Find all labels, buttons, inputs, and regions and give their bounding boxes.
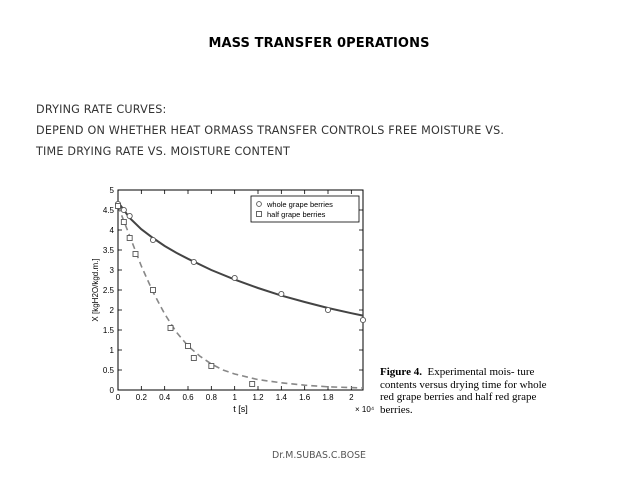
x-tick-label: 2	[349, 393, 354, 402]
x-tick-label: 1.8	[322, 393, 334, 402]
fit-line-half	[118, 206, 363, 388]
footer-author: Dr.M.SUBAS.C.BOSE	[272, 450, 366, 461]
body-line-1: DRYING RATE CURVES:	[36, 103, 167, 116]
y-axis-label: X [kgH2O/kgd.m.]	[91, 258, 100, 322]
marker-whole	[127, 213, 132, 218]
legend-marker-whole	[257, 202, 262, 207]
marker-half	[116, 204, 121, 209]
marker-half	[121, 220, 126, 225]
y-tick-label: 3	[109, 266, 114, 275]
y-tick-label: 2.5	[102, 286, 114, 295]
marker-half	[133, 252, 138, 257]
body-text	[36, 99, 616, 162]
x-tick-label: 1.4	[275, 393, 287, 402]
marker-half	[209, 364, 214, 369]
y-tick-label: 3.5	[102, 246, 114, 255]
marker-whole	[325, 307, 330, 312]
legend-label-half: half grape berries	[267, 210, 326, 219]
marker-half	[151, 288, 156, 293]
legend-label-whole: whole grape berries	[267, 200, 333, 209]
y-tick-label: 5	[109, 186, 114, 195]
x-tick-label: 1	[232, 393, 237, 402]
body-line-2: DEPEND ON WHETHER HEAT ORMASS TRANSFER CONTROLS FREE MOISTURE VS.	[36, 124, 505, 137]
y-tick-label: 0	[109, 386, 114, 395]
marker-whole	[191, 259, 196, 264]
y-tick-label: 4	[109, 226, 114, 235]
y-tick-label: 4.5	[102, 206, 114, 215]
marker-half	[127, 236, 132, 241]
body-line-3: TIME DRYING RATE VS. MOISTURE CONTENT	[36, 145, 291, 158]
y-tick-label: 2	[109, 306, 114, 315]
marker-whole	[360, 317, 365, 322]
x-multiplier-label: × 10⁴	[355, 405, 375, 414]
x-tick-label: 0.8	[205, 393, 217, 402]
caption-line-3: for whole red grape berries and	[380, 378, 547, 404]
caption-line-1: Experimental mois-	[427, 366, 515, 378]
marker-half	[168, 326, 173, 331]
moisture-chart	[88, 180, 378, 420]
caption-label: Figure 4.	[380, 366, 422, 378]
marker-half	[250, 382, 255, 387]
y-tick-label: 1.5	[102, 326, 114, 335]
x-tick-label: 0	[115, 393, 121, 402]
marker-whole	[150, 237, 155, 242]
x-tick-label: 0.6	[182, 393, 194, 402]
marker-whole	[232, 275, 237, 280]
marker-whole	[121, 207, 126, 212]
caption-line-2: ture contents versus drying time	[380, 366, 535, 391]
marker-whole	[279, 291, 284, 296]
x-tick-label: 1.6	[299, 393, 311, 402]
caption-line-4: half red grape berries.	[380, 391, 537, 416]
slide-title: MASS TRANSFER 0PERATIONS	[208, 36, 430, 51]
x-tick-label: 0.2	[135, 393, 147, 402]
legend-marker-half	[257, 212, 262, 217]
marker-half	[191, 356, 196, 361]
figure-caption	[380, 366, 548, 416]
marker-half	[186, 344, 191, 349]
y-tick-label: 0.5	[102, 366, 114, 375]
x-tick-label: 1.2	[252, 393, 264, 402]
x-axis-label: t [s]	[233, 404, 248, 414]
y-tick-label: 1	[109, 346, 114, 355]
x-tick-label: 0.4	[159, 393, 171, 402]
